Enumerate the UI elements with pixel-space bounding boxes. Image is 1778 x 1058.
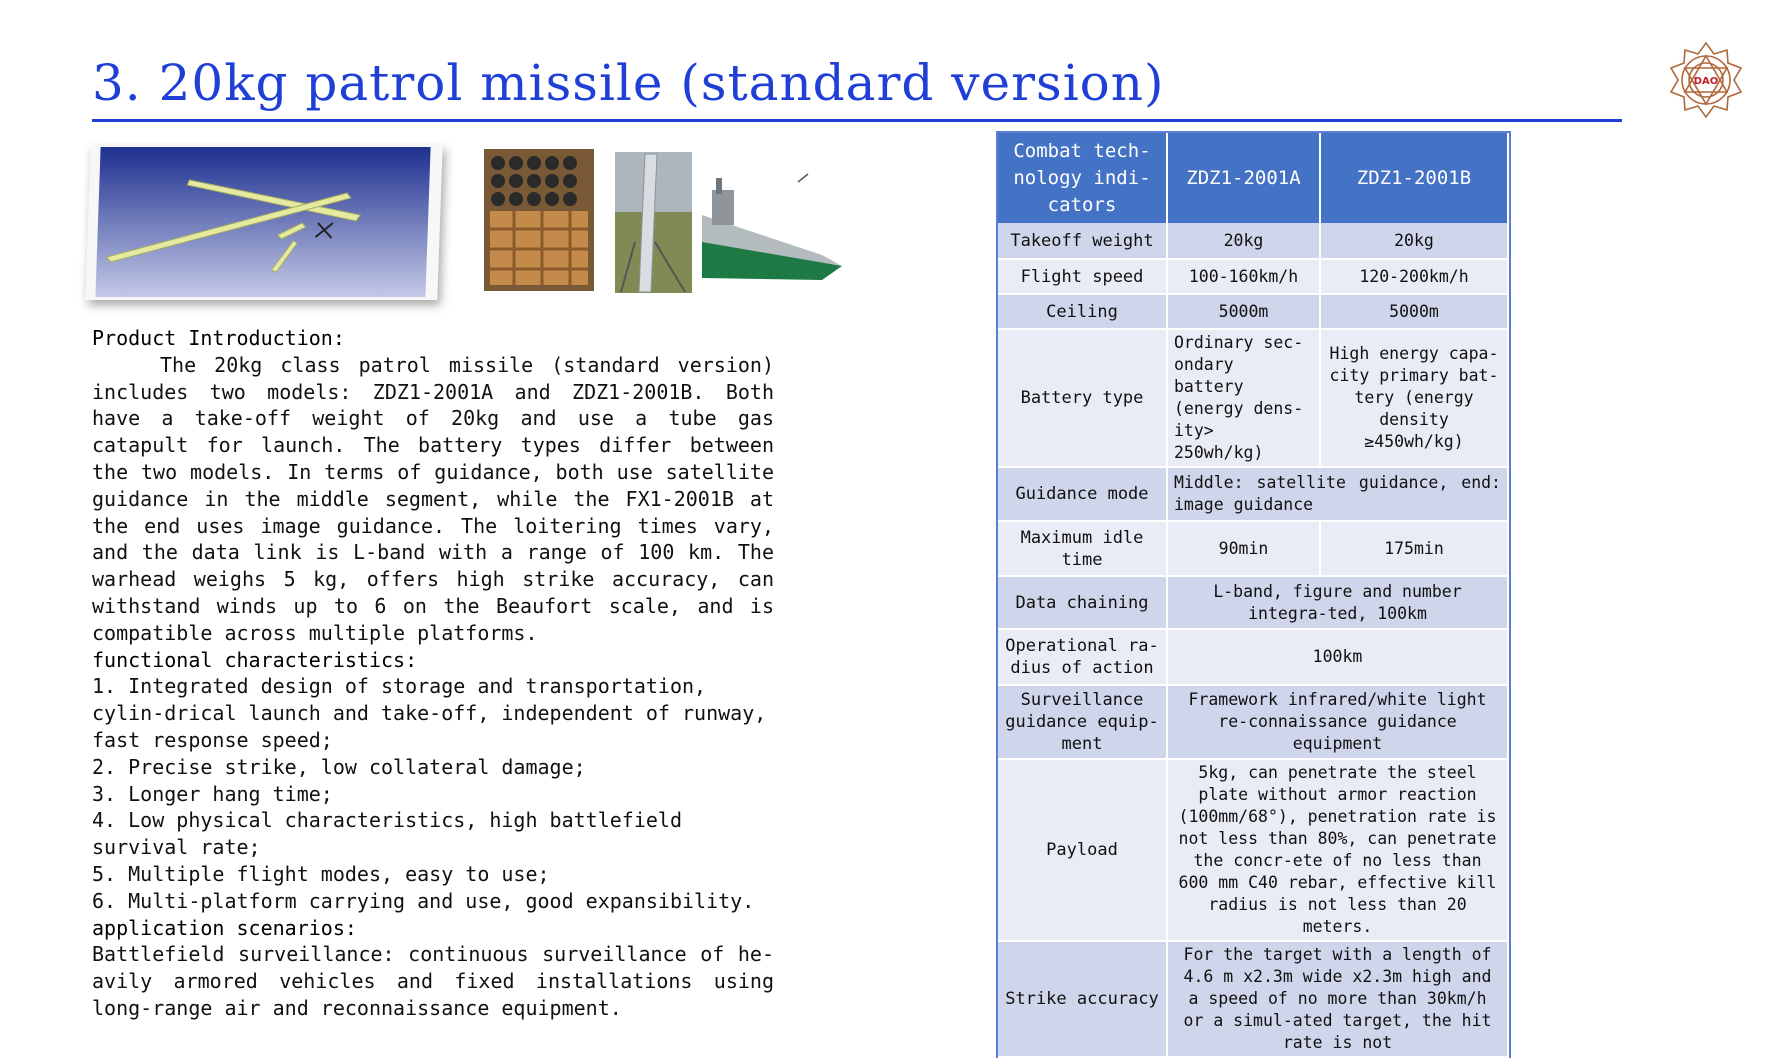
row-value-merged: Framework infrared/white light re-connaissance guidance equipment: [1167, 685, 1508, 759]
product-description: [92, 325, 774, 1022]
feature-item: 5. Multiple flight modes, easy to use;: [92, 861, 550, 886]
row-value-merged: L-band, figure and number integra-ted, 100km: [1167, 576, 1508, 629]
row-label: Guidance mode: [998, 467, 1167, 521]
row-value-merged: 5kg, can penetrate the steel plate without armor reaction (100mm/68°), penetration rate is not less than 80%, can penetrate the concr-ete of no less than 600 mm C40 rebar, effective kill radius is not less than 20 meters.: [1167, 759, 1508, 941]
table-row: [998, 629, 1508, 685]
features-heading: functional characteristics:: [92, 647, 418, 672]
specs-table: [998, 133, 1509, 1058]
intro-body: The 20kg class patrol missile (standard version) includes two models: ZDZ1-2001A and ZDZ1-2001B. Both have a take-off weight of 20kg and use a tube gas catapult for launch. The battery types differ between the two models. In terms of guidance, both use satellite guidance in the middle segment, while the FX1-2001B at the end uses image guidance. The loitering times vary, and the data link is L-band with a range of 100 km. The warhead weighs 5 kg, offers high strike accuracy, can withstand winds up to 6 on the Beaufort scale, and is compatible across multiple platforms.: [92, 352, 774, 645]
row-label: Takeoff weight: [998, 223, 1167, 259]
row-label: Operational ra-dius of action: [998, 629, 1167, 685]
table-row: [998, 329, 1508, 467]
row-label: Ceiling: [998, 294, 1167, 329]
row-label: Maximum idle time: [998, 521, 1167, 576]
row-value-merged: 100km: [1167, 629, 1508, 685]
header-model-b: ZDZ1-2001B: [1320, 133, 1508, 223]
row-label: Battery type: [998, 329, 1167, 467]
row-label: Payload: [998, 759, 1167, 941]
row-value-merged: Middle: satellite guidance, end: image guidance: [1167, 467, 1508, 521]
missile-render-image: [85, 145, 442, 300]
intro-heading: Product Introduction:: [92, 326, 345, 350]
row-value-b: 120-200km/h: [1320, 259, 1508, 294]
table-row: [998, 223, 1508, 259]
table-header-row: [998, 133, 1508, 223]
table-row: [998, 759, 1508, 941]
table-row: [998, 259, 1508, 294]
feature-item: 4. Low physical characteristics, high battlefield survival rate;: [92, 808, 683, 860]
row-value-a: 90min: [1167, 521, 1320, 576]
feature-item: 1. Integrated design of storage and transportation, cylin-drical launch and take-off, independent of runway, fast response speed;: [92, 674, 767, 752]
header-indicators: Combat tech-nology indi-cators: [998, 133, 1167, 223]
page-title: 3. 20kg patrol missile (standard version): [92, 54, 1165, 112]
table-row: [998, 294, 1508, 329]
row-value-b: 20kg: [1320, 223, 1508, 259]
company-logo: [1666, 40, 1746, 120]
feature-item: 3. Longer hang time;: [92, 781, 333, 806]
logo-text: DAO: [1693, 76, 1719, 87]
table-row: [998, 576, 1508, 629]
feature-item: 2. Precise strike, low collateral damage;: [92, 754, 586, 779]
header-model-a: ZDZ1-2001A: [1167, 133, 1320, 223]
table-row: [998, 941, 1508, 1057]
feature-item: 6. Multi-platform carrying and use, good expansibility.: [92, 888, 755, 913]
row-label: Flight speed: [998, 259, 1167, 294]
row-value-b: 175min: [1320, 521, 1508, 576]
table-row: [998, 467, 1508, 521]
row-value-a: Ordinary sec-ondary battery (energy dens-ity> 250wh/kg): [1167, 329, 1320, 467]
row-label: Data chaining: [998, 576, 1167, 629]
table-row: [998, 521, 1508, 576]
tube-launcher-photo: [615, 152, 692, 293]
row-value-a: 5000m: [1167, 294, 1320, 329]
scenarios-body: Battlefield surveillance: continuous surveillance of he-avily armored vehicles and fixed installations using long-range air and reconnaissance equipment.: [92, 942, 774, 1020]
row-value-b: High energy capa-city primary bat-tery (energy density ≥450wh/kg): [1320, 329, 1508, 467]
row-label: Strike accuracy: [998, 941, 1167, 1057]
row-label: Surveillance guidance equip-ment: [998, 685, 1167, 759]
row-value-b: 5000m: [1320, 294, 1508, 329]
ship-launch-photo: [702, 170, 845, 285]
row-value-a: 100-160km/h: [1167, 259, 1320, 294]
table-row: [998, 685, 1508, 759]
title-divider: [92, 119, 1622, 122]
scenarios-heading: application scenarios:: [92, 915, 357, 940]
row-value-a: 20kg: [1167, 223, 1320, 259]
launcher-rack-photo: [484, 149, 594, 291]
row-value-merged: For the target with a length of 4.6 m x2.3m wide x2.3m high and a speed of no more than 30km/h or a simul-ated target, the hit rate is not: [1167, 941, 1508, 1057]
